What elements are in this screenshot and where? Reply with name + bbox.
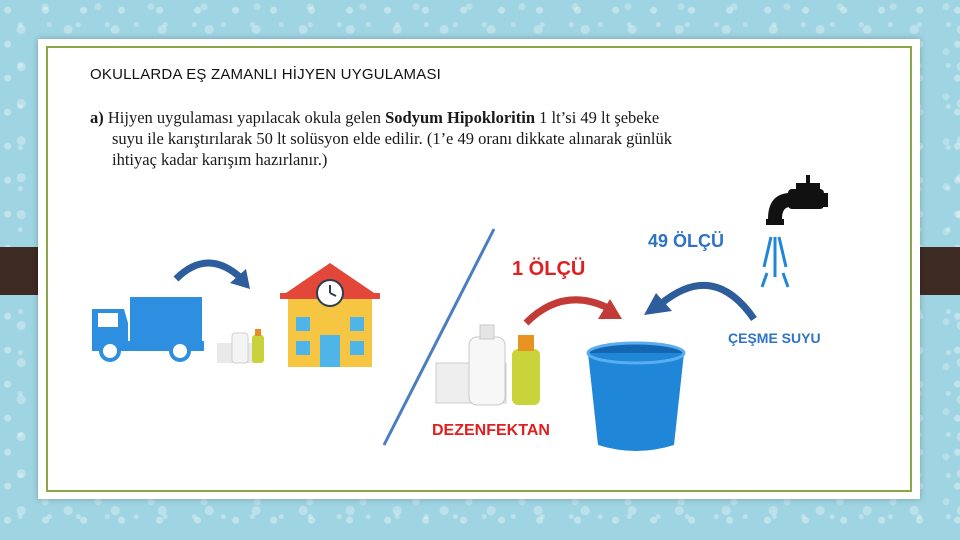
process-illustration xyxy=(84,97,854,455)
small-bottles-icon xyxy=(217,329,264,363)
one-measure-label: 1 ÖLÇÜ xyxy=(512,258,586,280)
slide-title: OKULLARDA EŞ ZAMANLI HİJYEN UYGULAMASI xyxy=(90,66,442,83)
disinfectant-bottles-icon xyxy=(436,325,540,405)
bucket-icon xyxy=(588,343,684,451)
instruction-line-3: ihtiyaç kadar karışım hazırlanır.) xyxy=(112,150,328,169)
curved-arrow-truck-icon xyxy=(176,263,250,289)
water-stream-icon xyxy=(762,237,788,287)
line1-pre: Hijyen uygulaması yapılacak okula gelen xyxy=(107,108,386,127)
forty-nine-measure-label: 49 ÖLÇÜ xyxy=(648,231,725,251)
item-label: a) xyxy=(90,108,104,127)
blue-curved-arrow-icon xyxy=(644,285,754,319)
line1-post: 1 lt’si 49 lt şebeke xyxy=(535,108,660,127)
hygiene-figure xyxy=(84,97,854,455)
school-building-icon xyxy=(280,263,380,367)
instruction-line-2: suyu ile karıştırılarak 50 lt solüsyon elde edilir. (1’e 49 oranı dikkate alınarak günlük xyxy=(112,129,672,148)
line1-bold: Sodyum Hipokloritin xyxy=(385,108,536,127)
faucet-icon xyxy=(766,175,828,225)
disinfectant-label: DEZENFEKTAN xyxy=(432,422,550,439)
red-curved-arrow-icon xyxy=(526,299,622,323)
truck-icon xyxy=(92,297,204,360)
tap-water-label: ÇEŞME SUYU xyxy=(728,330,821,346)
